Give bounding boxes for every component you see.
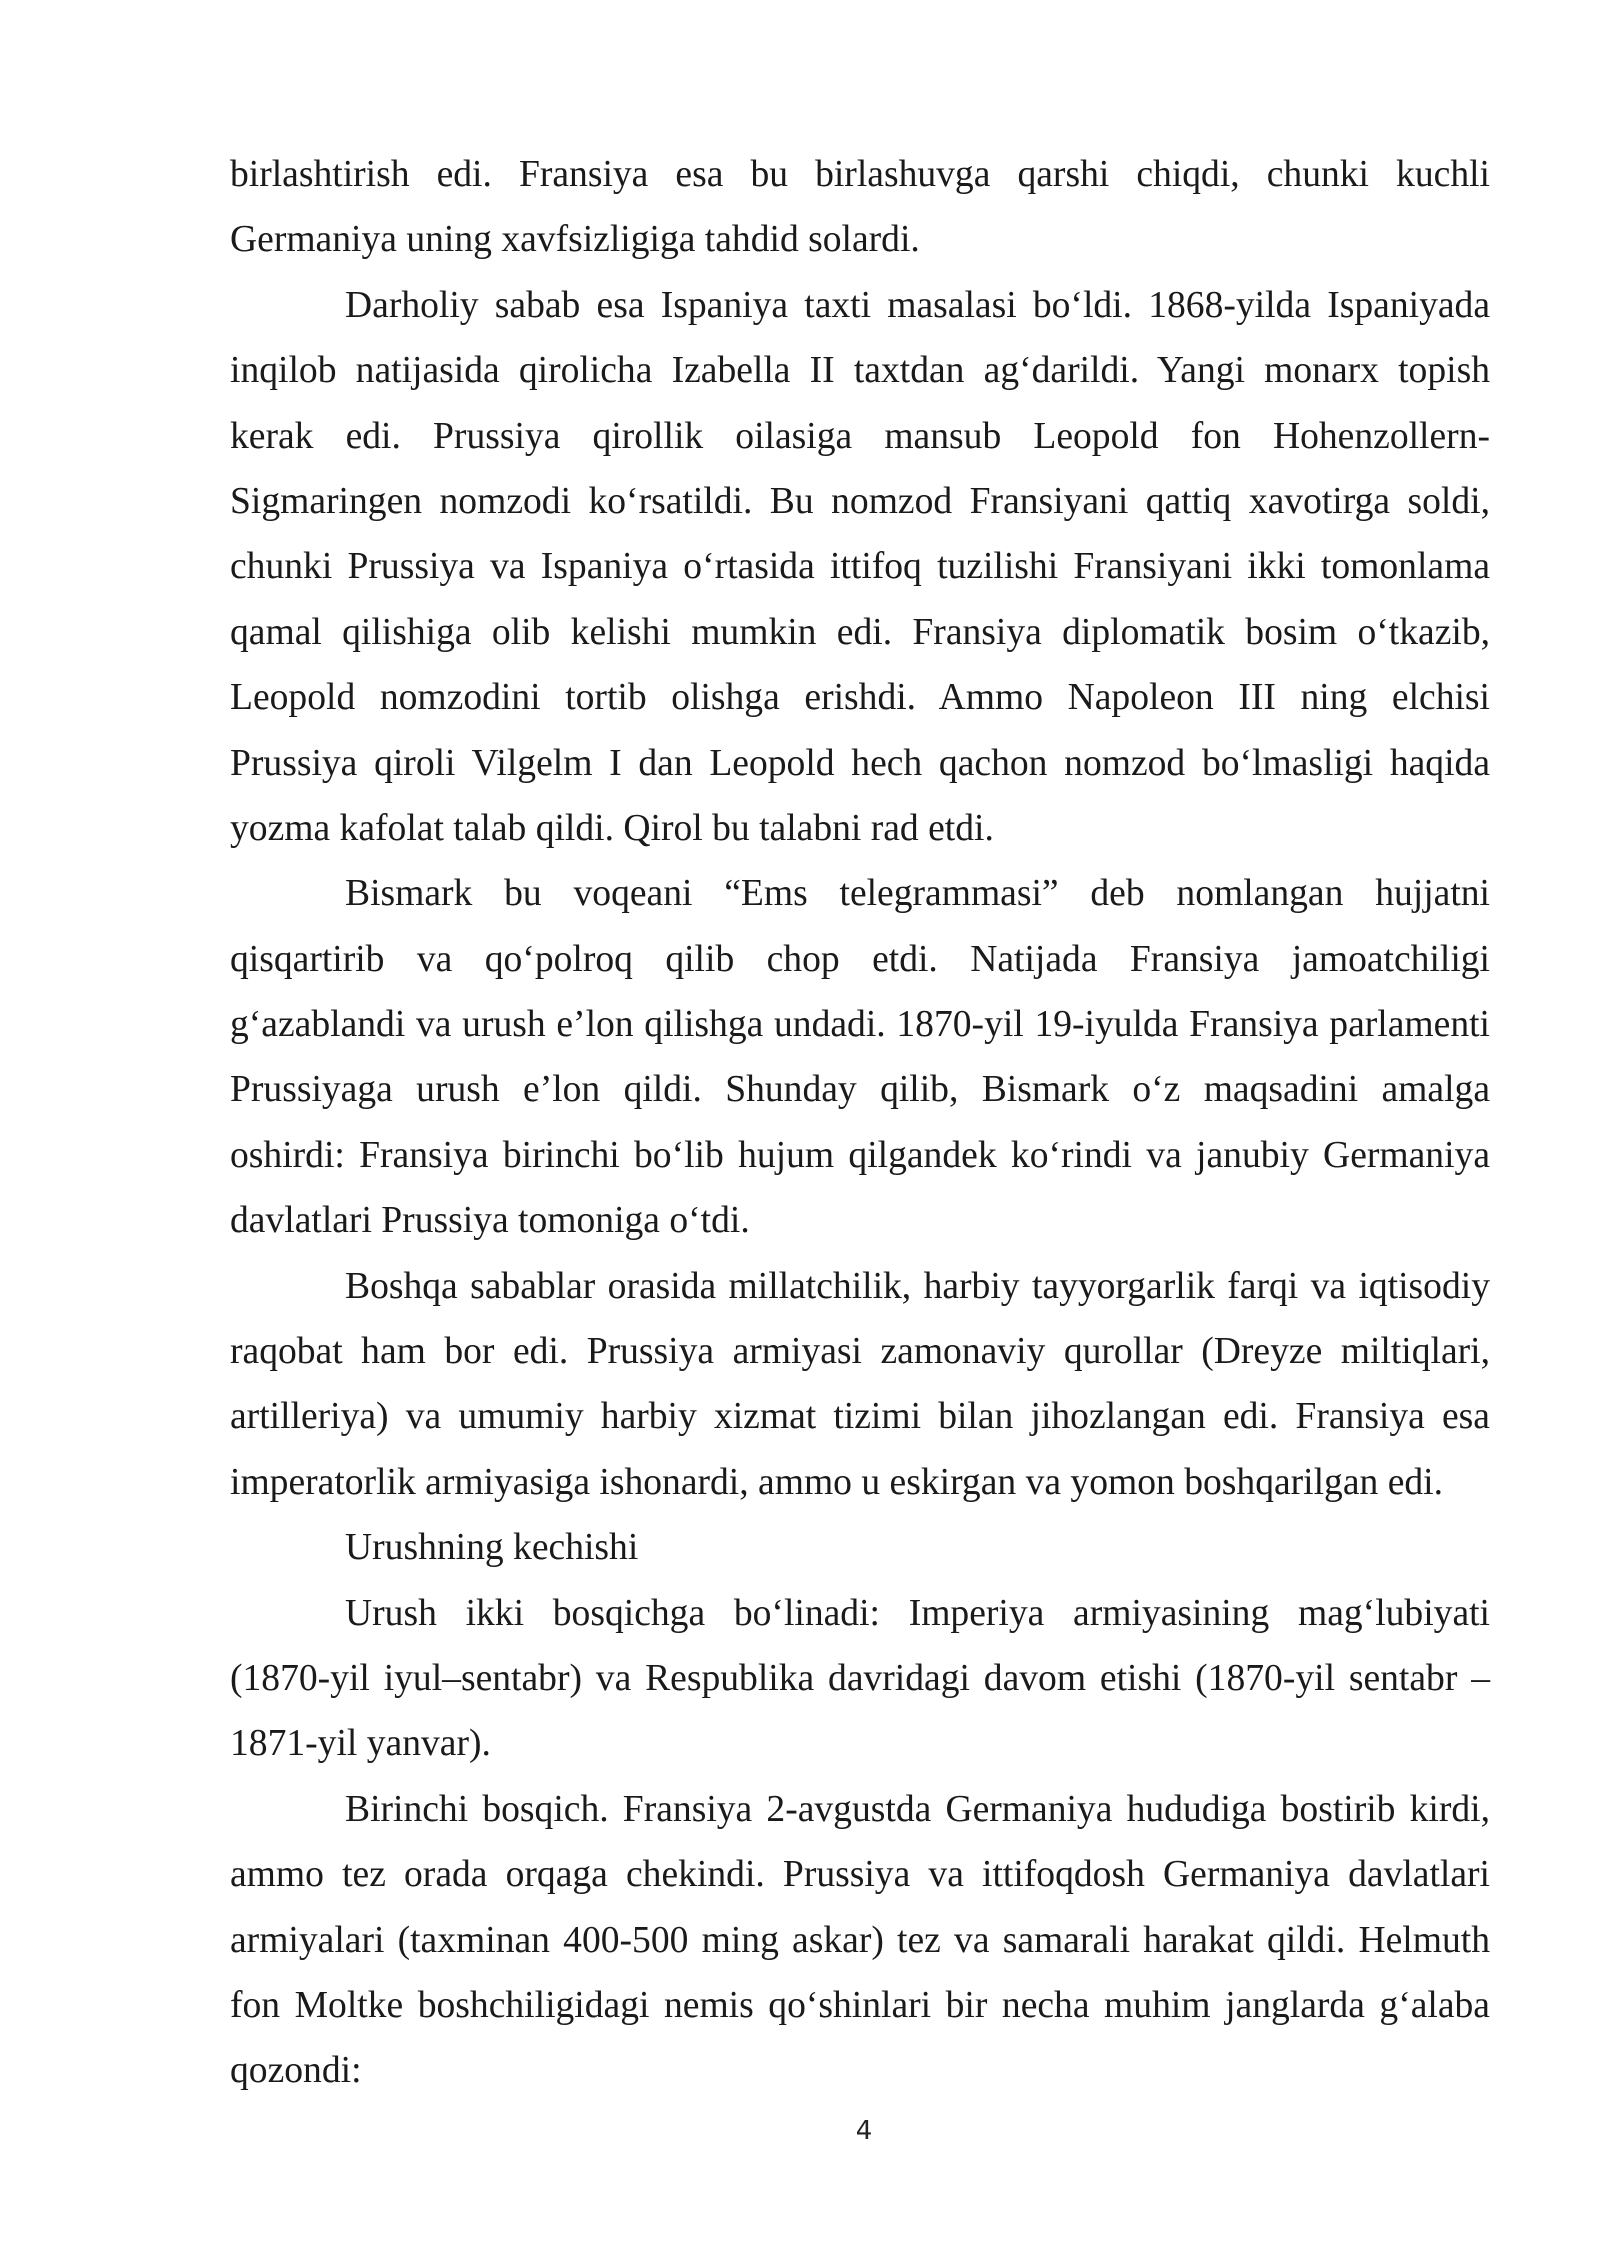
- text-line: Leopold nomzodini tortib olishga erishdi. Ammo Napoleon III ning elchisi: [230, 677, 1490, 719]
- text-line: (1870-yil iyul–sentabr) va Respublika davridagi davom etishi (1870-yil sentabr –: [230, 1657, 1490, 1699]
- paragraph-spanish-throne-cause: [230, 273, 1490, 862]
- text-line: inqilob natijasida qirolicha Izabella II taxtdan ag‘darildi. Yangi monarx topish: [230, 350, 1490, 392]
- text-line: imperatorlik armiyasiga ishonardi, ammo u eskirgan va yomon boshqarilgan edi.: [230, 1461, 1444, 1503]
- text-line: fon Moltke boshchiligidagi nemis qo‘shinlari bir necha muhim janglarda g‘alaba: [230, 1984, 1490, 2026]
- text-line: raqobat ham bor edi. Prussiya armiyasi zamonaviy qurollar (Dreyze miltiqlari,: [230, 1331, 1490, 1373]
- text-line: davlatlari Prussiya tomoniga o‘tdi.: [230, 1200, 750, 1242]
- text-line: birlashtirish edi. Fransiya esa bu birlashuvga qarshi chiqdi, chunki kuchli: [230, 154, 1490, 195]
- text-line: qozondi:: [230, 2050, 362, 2092]
- paragraph-ems-telegram: [230, 861, 1490, 1253]
- text-line: qamal qilishiga olib kelishi mumkin edi. Fransiya diplomatik bosim o‘tkazib,: [230, 611, 1490, 653]
- text-line: ammo tez orada orqaga chekindi. Prussiya va ittifoqdosh Germaniya davlatlari: [230, 1854, 1490, 1896]
- text-line: Bismark bu voqeani “Ems telegrammasi” deb nomlangan hujjatni: [345, 873, 1490, 915]
- text-line: chunki Prussiya va Ispaniya o‘rtasida ittifoq tuzilishi Fransiyani ikki tomonlama: [230, 546, 1490, 588]
- text-line: Prussiya qiroli Vilgelm I dan Leopold hech qachon nomzod bo‘lmasligi haqida: [230, 742, 1490, 784]
- text-line: Darholiy sabab esa Ispaniya taxti masalasi bo‘ldi. 1868-yilda Ispaniyada: [345, 284, 1490, 326]
- paragraph-other-causes: [230, 1254, 1490, 1516]
- paragraph-intro-continuation: [230, 142, 1490, 273]
- body-text: [230, 142, 1490, 2104]
- text-line: oshirdi: Fransiya birinchi bo‘lib hujum qilgandek ko‘rindi va janubiy Germaniya: [230, 1134, 1490, 1176]
- text-line: yozma kafolat talab qildi. Qirol bu talabni rad etdi.: [230, 807, 994, 849]
- text-line: armiyalari (taxminan 400-500 ming askar) tez va samarali harakat qildi. Helmuth: [230, 1919, 1490, 1961]
- text-line: 1871-yil yanvar).: [230, 1723, 491, 1765]
- paragraph-first-stage: [230, 1777, 1490, 2104]
- text-line: Birinchi bosqich. Fransiya 2-avgustda Germaniya hududiga bostirib kirdi,: [345, 1788, 1490, 1830]
- text-line: qisqartirib va qo‘polroq qilib chop etdi. Natijada Fransiya jamoatchiligi: [230, 938, 1490, 980]
- text-line: Prussiyaga urush e’lon qildi. Shunday qilib, Bismark o‘z maqsadini amalga: [230, 1069, 1490, 1111]
- text-line: Boshqa sabablar orasida millatchilik, harbiy tayyorgarlik farqi va iqtisodiy: [345, 1265, 1490, 1307]
- text-line: Germaniya uning xavfsizligiga tahdid solardi.: [230, 219, 920, 261]
- page-number: 4: [855, 2116, 873, 2146]
- section-heading: [230, 1515, 1490, 1580]
- text-line: kerak edi. Prussiya qirollik oilasiga mansub Leopold fon Hohenzollern-: [230, 415, 1490, 457]
- text-line: g‘azablandi va urush e’lon qilishga undadi. 1870-yil 19-iyulda Fransiya parlamenti: [230, 1004, 1490, 1046]
- text-line: artilleriya) va umumiy harbiy xizmat tizimi bilan jihozlangan edi. Fransiya esa: [230, 1396, 1490, 1438]
- text-line: Sigmaringen nomzodi ko‘rsatildi. Bu nomzod Fransiyani qattiq xavotirga soldi,: [230, 480, 1490, 522]
- section-heading-text: Urushning kechishi: [345, 1527, 639, 1569]
- text-line: Urush ikki bosqichga bo‘linadi: Imperiya armiyasining mag‘lubiyati: [345, 1592, 1490, 1634]
- paragraph-war-stages: [230, 1581, 1490, 1777]
